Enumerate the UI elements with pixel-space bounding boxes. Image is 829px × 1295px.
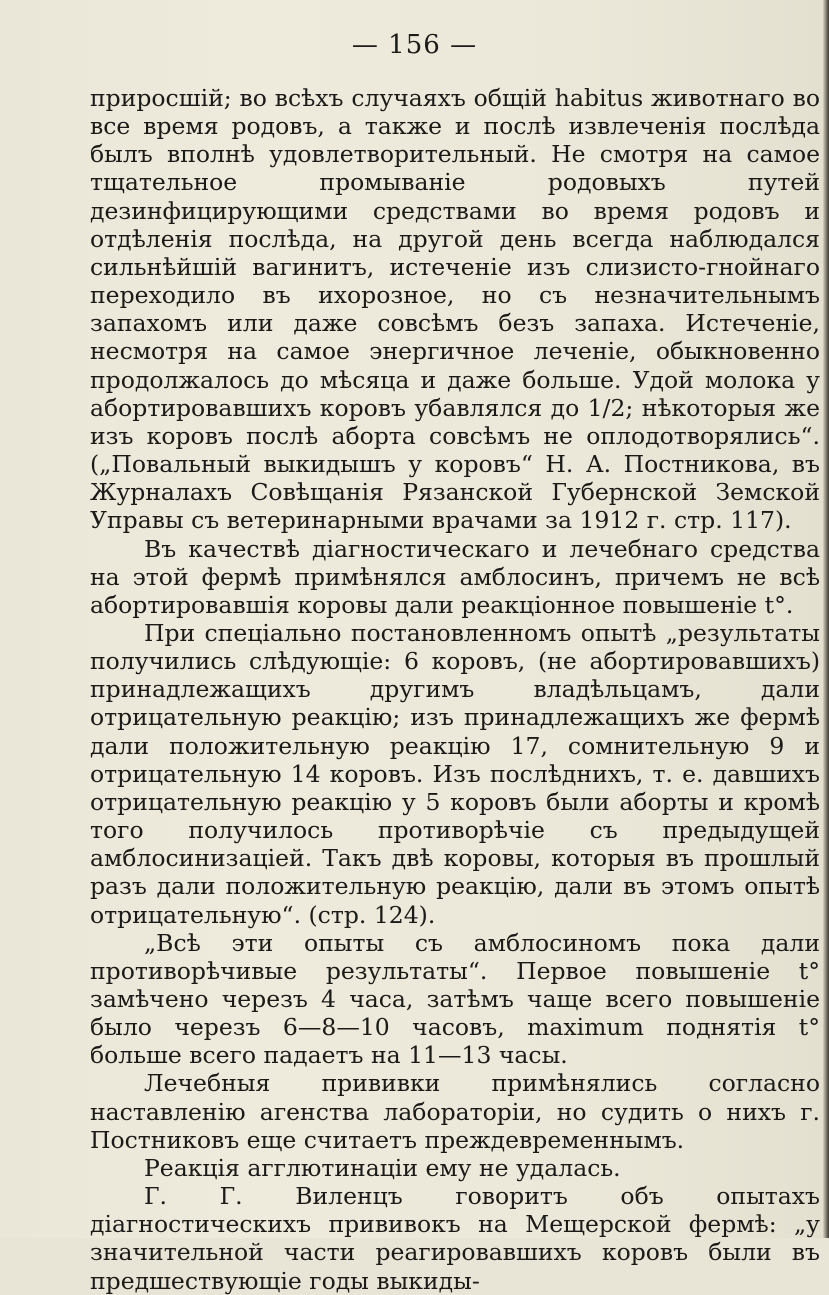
paragraph-amblosin-usage: Въ качествѣ діагностическаго и лечебнаго средства на этой фермѣ примѣнялся амблосинъ, причемъ не всѣ абортировавшія коровы дали реакціонное повышеніе t°. bbox=[90, 534, 820, 619]
page-number: — 156 — bbox=[351, 30, 478, 60]
paragraph-vilents: Г. Г. Виленцъ говоритъ объ опытахъ діагностическихъ прививокъ на Мещерской фермѣ: „у значительной части реагировавшихъ коровъ были въ предшествующіе годы выкиды- bbox=[90, 1182, 820, 1295]
paragraph-therapeutic-inoculations: Лечебныя прививки примѣнялись согласно наставленію агенства лабораторіи, но судить о нихъ г. Постниковъ еще считаетъ преждевременнымъ. bbox=[90, 1069, 820, 1154]
body-text bbox=[90, 84, 820, 1295]
paragraph-experiment-results: При спеціально постановленномъ опытѣ „результаты получились слѣдующіе: 6 коровъ, (не абортировавшихъ) принадлежащихъ другимъ владѣльцамъ, дали отрицательную реакцію; изъ принадлежащихъ же фермѣ дали положительную реакцію 17, сомнительную 9 и отрицательную 14 коровъ. Изъ послѣднихъ, т. е. давшихъ отрицательную реакцію у 5 коровъ были аборты и кромѣ того получилось противорѣчіе съ предыдущей амблосинизаціей. Такъ двѣ коровы, которыя въ прошлый разъ дали положительную реакцію, дали въ этомъ опытѣ отрицательную“. (стр. 124). bbox=[90, 618, 820, 929]
paragraph-continuation: приросшій; во всѣхъ случаяхъ общій habitus животнаго во все время родовъ, а также и послѣ извлеченія послѣда былъ вполнѣ удовлетворительный. Не смотря на самое тщательное промываніе родовыхъ путей дезинфицирующими средствами во время родовъ и отдѣленія послѣда, на другой день всегда наблюдался сильнѣйшій вагинитъ, истеченіе изъ слизисто-гнойнаго переходило въ ихорозное, но съ незначительнымъ запахомъ или даже совсѣмъ безъ запаха. Истеченіе, несмотря на самое энергичное леченіе, обыкновенно продолжалось до мѣсяца и даже больше. Удой молока у абортировавшихъ коровъ убавлялся до 1/2; нѣкоторыя же изъ коровъ послѣ аборта совсѣмъ не оплодотворялись“. („Повальный выкидышъ у коровъ“ Н. А. Постникова, въ Журналахъ Совѣщанія Рязанской Губернской Земской Управы съ ветеринарными врачами за 1912 г. стр. 117). bbox=[90, 84, 820, 535]
paragraph-agglutination: Реакція агглютинаціи ему не удалась. bbox=[144, 1153, 621, 1182]
page-edge-shadow bbox=[823, 0, 829, 1238]
paragraph-contradictory-results: „Всѣ эти опыты съ амблосиномъ пока дали противорѣчивые результаты“. Первое повышеніе t° замѣчено черезъ 4 часа, затѣмъ чаще всего повышеніе было черезъ 6—8—10 часовъ, maximum поднятія t° больше всего падаетъ на 11—13 часы. bbox=[90, 928, 820, 1070]
